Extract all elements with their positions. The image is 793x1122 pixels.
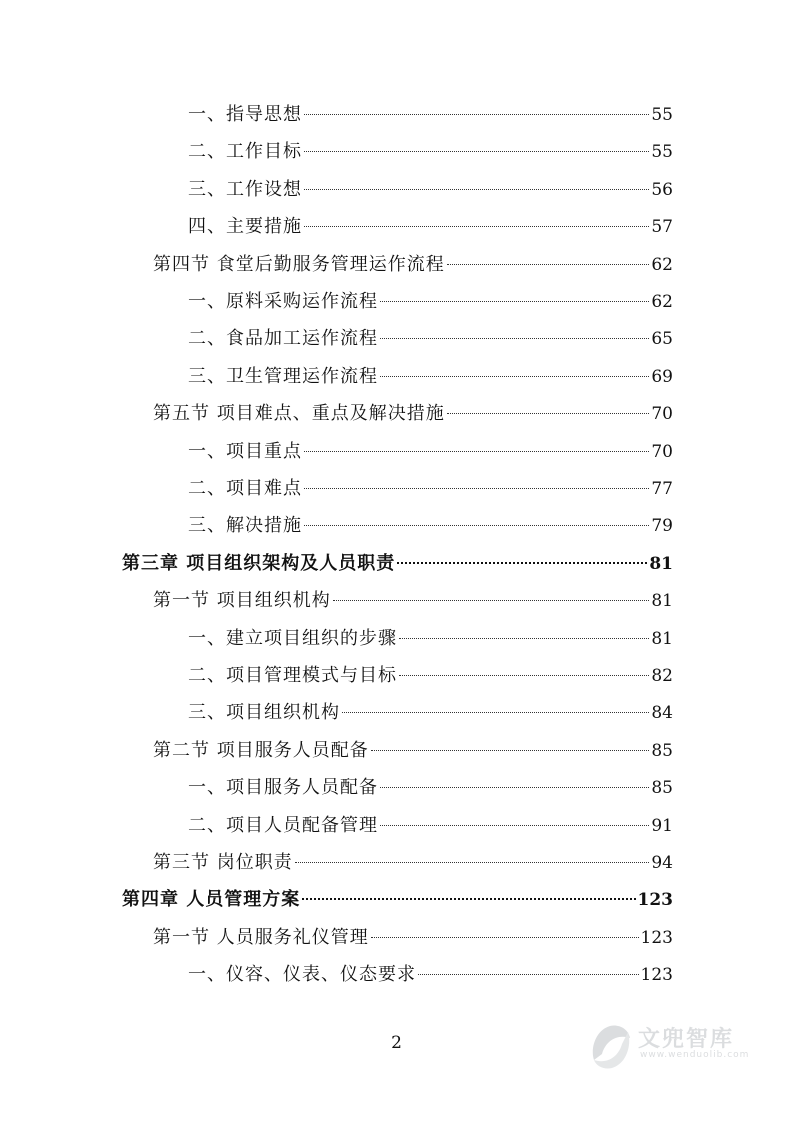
toc-entry-page: 55 bbox=[651, 142, 673, 163]
toc-entry[interactable] bbox=[188, 661, 673, 687]
dot-leader bbox=[342, 712, 649, 713]
toc-entry-page: 69 bbox=[651, 366, 673, 387]
dot-leader bbox=[371, 750, 650, 751]
toc-entry[interactable] bbox=[188, 437, 673, 463]
dot-leader bbox=[304, 488, 649, 489]
toc-entry-page: 79 bbox=[651, 516, 673, 537]
toc-entry-title: 第一节 人员服务礼仪管理 bbox=[153, 926, 369, 948]
toc-entry-page: 81 bbox=[651, 591, 673, 612]
toc-entry[interactable] bbox=[153, 586, 673, 612]
toc-entry-title: 第三节 岗位职责 bbox=[153, 852, 293, 873]
toc-entry-title: 第四节 食堂后勤服务管理运作流程 bbox=[153, 253, 445, 275]
toc-entry-page: 70 bbox=[651, 404, 673, 425]
toc-entry-page: 55 bbox=[651, 105, 673, 125]
toc-entry-page: 70 bbox=[651, 441, 673, 462]
toc-entry-title: 二、项目人员配备管理 bbox=[188, 814, 378, 836]
toc-entry-page: 81 bbox=[651, 628, 673, 649]
toc-entry[interactable] bbox=[153, 923, 673, 949]
toc-entry-title: 四、主要措施 bbox=[188, 216, 302, 238]
toc-entry-page: 57 bbox=[651, 217, 673, 238]
dot-leader bbox=[333, 600, 650, 601]
dot-leader bbox=[304, 226, 649, 227]
toc-entry[interactable] bbox=[188, 474, 673, 500]
toc-entry-page: 62 bbox=[651, 254, 673, 275]
dot-leader bbox=[304, 525, 649, 526]
toc-entry-title: 三、工作设想 bbox=[188, 178, 302, 200]
dot-leader bbox=[380, 787, 649, 788]
toc-entry-title: 二、食品加工运作流程 bbox=[188, 328, 378, 350]
toc-entry-title: 三、解决措施 bbox=[188, 515, 302, 537]
toc-entry-page: 56 bbox=[651, 179, 673, 200]
toc-entry-page: 77 bbox=[651, 479, 673, 499]
toc-entry[interactable] bbox=[188, 773, 673, 799]
toc-entry[interactable] bbox=[188, 362, 673, 388]
toc-entry-page: 123 bbox=[637, 890, 673, 911]
toc-entry[interactable] bbox=[153, 250, 673, 276]
toc-entry-page: 91 bbox=[651, 815, 673, 836]
toc-entry-title: 二、项目管理模式与目标 bbox=[188, 665, 397, 686]
toc-entry-page: 123 bbox=[640, 927, 673, 948]
dot-leader bbox=[302, 898, 635, 900]
toc-entry-title: 一、仪容、仪表、仪态要求 bbox=[188, 964, 416, 986]
toc-entry[interactable] bbox=[188, 811, 673, 837]
dot-leader bbox=[295, 862, 650, 863]
dot-leader bbox=[399, 638, 649, 639]
watermark-brand: 文兜智库 bbox=[638, 1027, 735, 1052]
toc-entry-title: 第二节 项目服务人员配备 bbox=[153, 739, 369, 761]
dot-leader bbox=[447, 413, 650, 414]
toc-entry-title: 一、原料采购运作流程 bbox=[188, 291, 378, 312]
dot-leader bbox=[304, 114, 649, 115]
toc-entry[interactable] bbox=[153, 736, 673, 762]
toc-entry-page: 85 bbox=[651, 740, 673, 761]
page-number: 2 bbox=[391, 1033, 402, 1053]
toc-entry[interactable] bbox=[188, 960, 673, 986]
toc-entry[interactable] bbox=[188, 137, 673, 163]
toc-entry[interactable] bbox=[153, 399, 673, 425]
toc-entry[interactable] bbox=[122, 549, 673, 575]
toc-entry[interactable] bbox=[188, 287, 673, 313]
toc-entry-page: 85 bbox=[651, 778, 673, 799]
toc-entry-page: 84 bbox=[651, 703, 673, 724]
dot-leader bbox=[304, 189, 649, 190]
toc-entry-title: 二、工作目标 bbox=[188, 141, 302, 163]
dot-leader bbox=[304, 151, 649, 152]
toc-entry-title: 三、卫生管理运作流程 bbox=[188, 365, 378, 387]
dot-leader bbox=[397, 562, 647, 564]
dot-leader bbox=[380, 376, 649, 377]
dot-leader bbox=[380, 825, 649, 826]
toc-entry[interactable] bbox=[188, 100, 673, 126]
toc-entry-page: 65 bbox=[651, 329, 673, 350]
toc-entry-page: 82 bbox=[651, 666, 673, 686]
toc-entry-title: 第五节 项目难点、重点及解决措施 bbox=[153, 403, 445, 425]
toc-entry-page: 81 bbox=[649, 553, 673, 574]
toc-entry-page: 94 bbox=[651, 853, 673, 873]
dot-leader bbox=[380, 301, 649, 302]
toc-entry[interactable] bbox=[188, 212, 673, 238]
toc-entry[interactable] bbox=[188, 698, 673, 724]
dot-leader bbox=[380, 338, 649, 339]
dot-leader bbox=[304, 451, 649, 452]
toc-entry[interactable] bbox=[188, 511, 673, 537]
toc-entry-title: 一、项目重点 bbox=[188, 440, 302, 462]
toc-entry-page: 62 bbox=[651, 292, 673, 312]
toc-entry-title: 二、项目难点 bbox=[188, 478, 302, 499]
toc-entry-title: 一、建立项目组织的步骤 bbox=[188, 627, 397, 649]
toc-entry[interactable] bbox=[188, 624, 673, 650]
toc-entry-title: 一、项目服务人员配备 bbox=[188, 777, 378, 799]
dot-leader bbox=[371, 937, 639, 938]
toc-entry[interactable] bbox=[188, 175, 673, 201]
watermark bbox=[588, 1018, 758, 1074]
dot-leader bbox=[447, 264, 650, 265]
toc-entry[interactable] bbox=[188, 324, 673, 350]
dot-leader bbox=[399, 675, 649, 676]
watermark-url: www.wenduolib.com bbox=[640, 1050, 750, 1060]
toc-entry[interactable] bbox=[153, 848, 673, 874]
toc-entry-page: 123 bbox=[640, 965, 673, 986]
watermark-logo-icon bbox=[588, 1020, 634, 1072]
toc-entry-title: 第一节 项目组织机构 bbox=[153, 590, 331, 612]
toc-entry-title: 一、指导思想 bbox=[188, 104, 302, 125]
toc-entry-title: 第四章 人员管理方案 bbox=[122, 889, 301, 911]
toc-entry-title: 第三章 项目组织架构及人员职责 bbox=[122, 552, 396, 574]
toc-entry-title: 三、项目组织机构 bbox=[188, 702, 340, 724]
dot-leader bbox=[418, 974, 639, 975]
toc-entry[interactable] bbox=[122, 885, 673, 911]
